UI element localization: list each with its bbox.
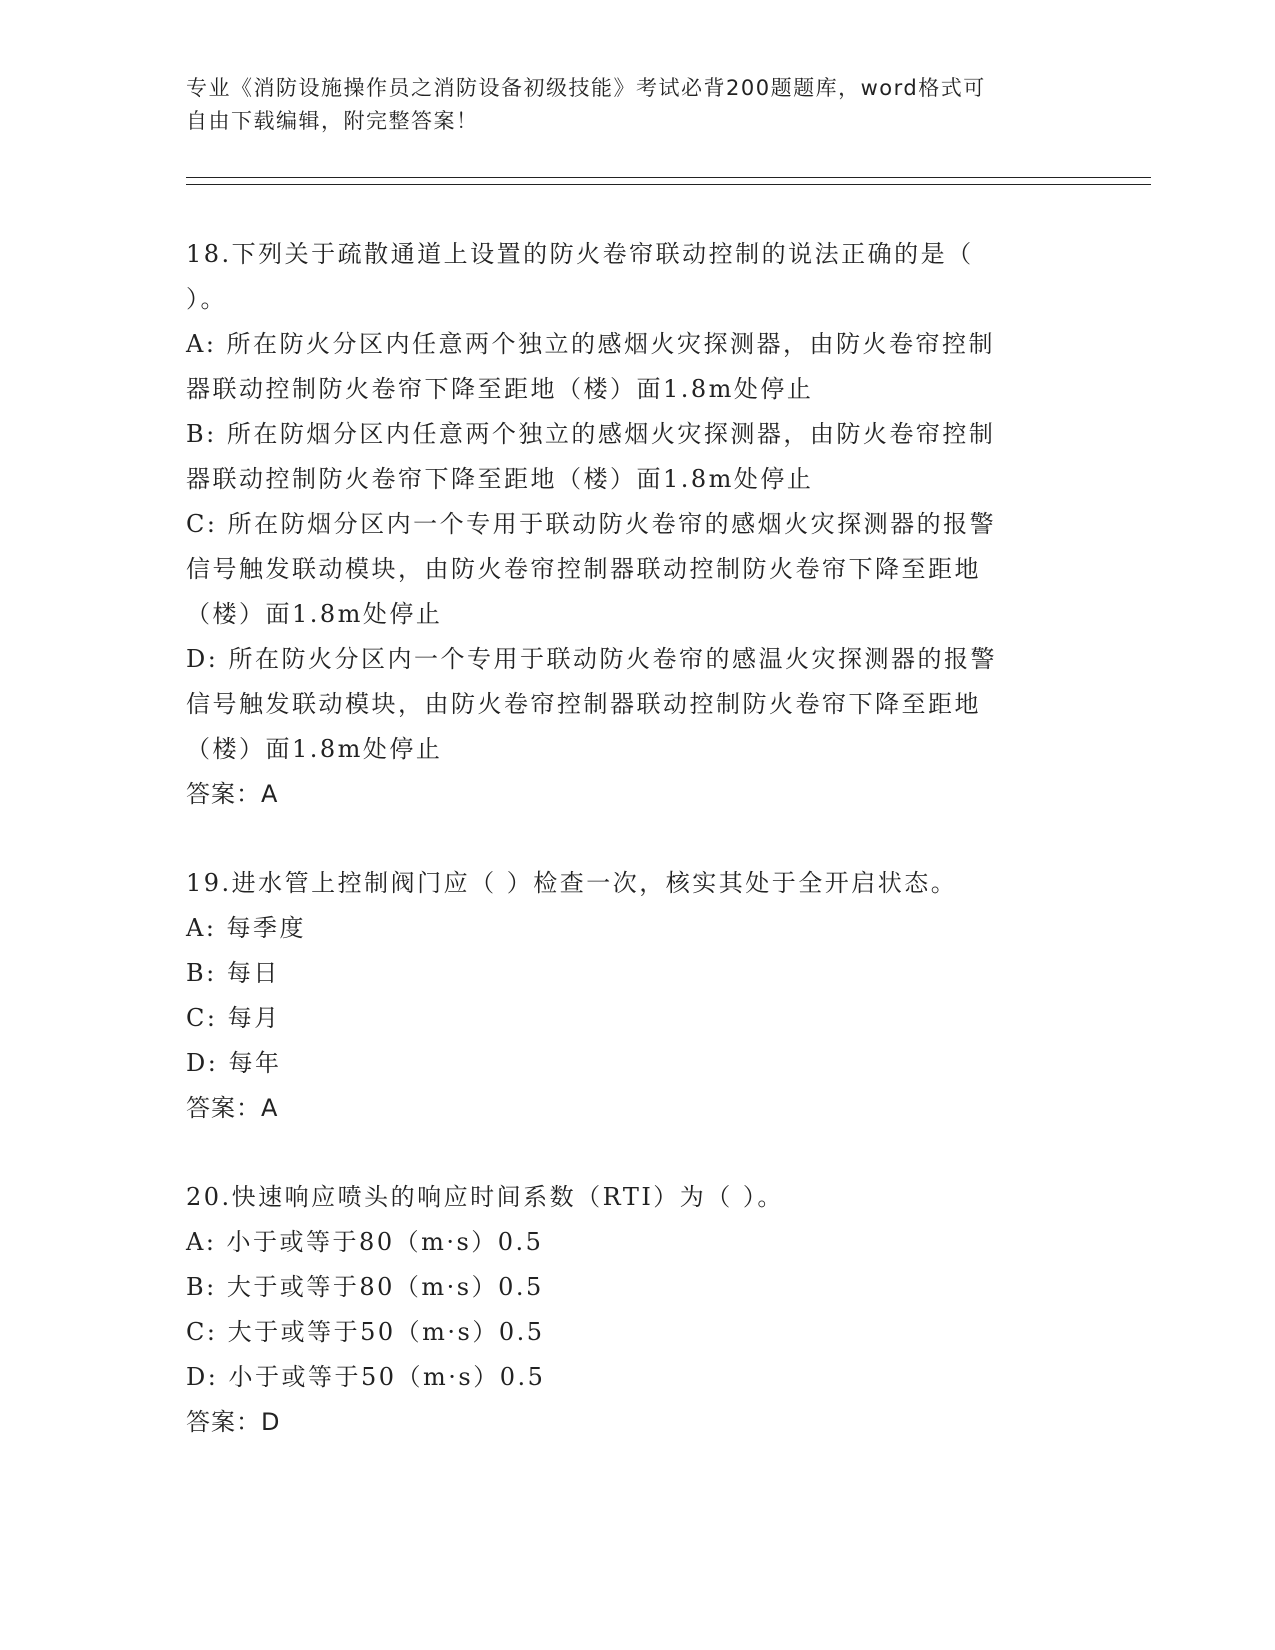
option-a-line: A: 每季度 bbox=[186, 914, 307, 942]
header-double-rule bbox=[186, 177, 1151, 185]
option-a-line: 器联动控制防火卷帘下降至距地（楼）面1.8m处停止 bbox=[186, 375, 814, 403]
option-d-line: D: 每年 bbox=[186, 1049, 282, 1077]
option-c-line: 信号触发联动模块，由防火卷帘控制器联动控制防火卷帘下降至距地 bbox=[186, 555, 981, 583]
question-stem-line: 18.下列关于疏散通道上设置的防火卷帘联动控制的说法正确的是（ bbox=[186, 240, 974, 268]
option-b-line: B: 所在防烟分区内任意两个独立的感烟火灾探测器，由防火卷帘控制 bbox=[186, 420, 996, 448]
question-stem-line: ）。 bbox=[186, 285, 227, 313]
option-d-line: （楼）面1.8m处停止 bbox=[186, 735, 443, 763]
option-b-line: B: 大于或等于80（m·s）0.5 bbox=[186, 1273, 544, 1301]
header-title-line-2: 自由下载编辑，附完整答案！ bbox=[186, 109, 479, 133]
option-b-line: 器联动控制防火卷帘下降至距地（楼）面1.8m处停止 bbox=[186, 465, 814, 493]
question-spacer bbox=[186, 1131, 1086, 1175]
option-d-line: D: 小于或等于50（m·s）0.5 bbox=[186, 1363, 546, 1391]
option-c-line: C: 大于或等于50（m·s）0.5 bbox=[186, 1318, 545, 1346]
option-c-line: C: 所在防烟分区内一个专用于联动防火卷帘的感烟火灾探测器的报警 bbox=[186, 510, 997, 538]
document-header bbox=[186, 72, 1066, 138]
question-19 bbox=[186, 861, 1086, 1131]
option-c-line: （楼）面1.8m处停止 bbox=[186, 600, 443, 628]
question-spacer bbox=[186, 817, 1086, 861]
option-c-line: C: 每月 bbox=[186, 1004, 281, 1032]
question-20 bbox=[186, 1175, 1086, 1445]
option-a-line: A: 小于或等于80（m·s）0.5 bbox=[186, 1228, 544, 1256]
header-title-line-1: 专业《消防设施操作员之消防设备初级技能》考试必背200题题库，word格式可 bbox=[186, 76, 986, 100]
option-d-line: 信号触发联动模块，由防火卷帘控制器联动控制防火卷帘下降至距地 bbox=[186, 690, 981, 718]
option-a-line: A: 所在防火分区内任意两个独立的感烟火灾探测器，由防火卷帘控制 bbox=[186, 330, 996, 358]
question-stem-line: 20.快速响应喷头的响应时间系数（RTI）为（ ）。 bbox=[186, 1183, 784, 1211]
answer-label: 答案：D bbox=[186, 1408, 281, 1436]
question-18 bbox=[186, 232, 1086, 817]
option-d-line: D: 所在防火分区内一个专用于联动防火卷帘的感温火灾探测器的报警 bbox=[186, 645, 997, 673]
question-list bbox=[186, 232, 1086, 1445]
answer-label: 答案：A bbox=[186, 780, 279, 808]
question-stem-line: 19.进水管上控制阀门应（ ）检查一次，核实其处于全开启状态。 bbox=[186, 869, 958, 897]
answer-label: 答案：A bbox=[186, 1094, 279, 1122]
option-b-line: B: 每日 bbox=[186, 959, 280, 987]
